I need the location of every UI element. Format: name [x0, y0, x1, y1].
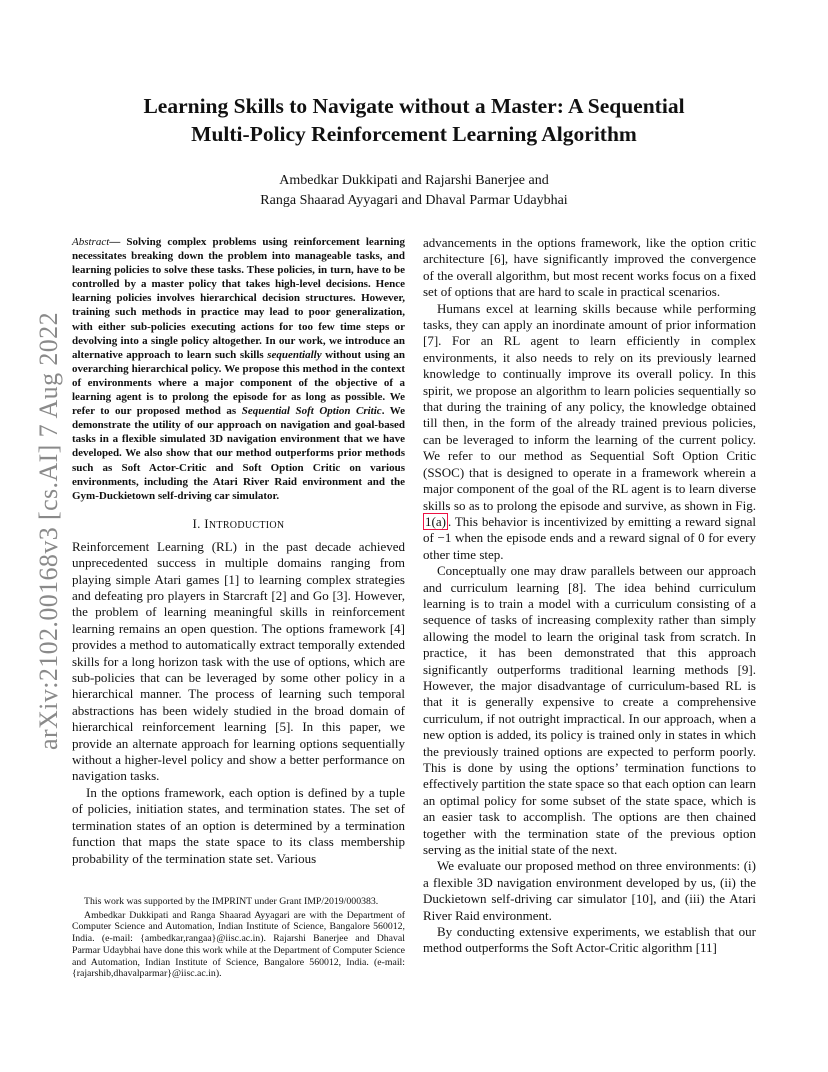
- author-list: [60, 171, 768, 211]
- intro-paragraph-1: Reinforcement Learning (RL) in the past decade achieved unprecedented success in multiple domains ranging from playing simple Atari games [1] to learning complex strategies and defeating pro players in Starcraft [2] and Go [3]. However, the problem of learning meaningful skills in reinforcement learning remains an open question. The options framework [4] provides a method to automatically extract temporally extended skills for a long horizon task with the use of options, which are sub-policies that can be leveraged by some other policy in a hierarchical manner. The process of learning such temporal abstractions has been widely studied in the broad domain of hierarchical reinforcement learning [5]. In this paper, we provide an alternate approach for learning options sequentially without a higher-level policy and show a better performance on navigation tasks.: [72, 538, 405, 784]
- intro-paragraph-2: In the options framework, each option is defined by a tuple of policies, initiation states, and termination states. The set of termination states of an option is determined by a termination function that maps the state space to its class membership probability of the termination state set. Various: [72, 784, 405, 866]
- intro-paragraph-4: Conceptually one may draw parallels between our approach and curriculum learning [8]. The idea behind curriculum learning is to train a model with a curriculum consisting of a sequence of tasks of increasing complexity rather than simply allowing the model to learn the original task from scratch. In practice, it has been demonstrated that this approach significantly outperforms traditional learning methods [9]. However, the major disadvantage of curriculum-based RL is that it is generally expensive to create a comprehensive curriculum, if not outright impractical. In our approach, when a new option is added, its policy is trained only in states in which the previously trained options are expected to perform poorly. This is done by using the options’ termination functions to effectively partition the state space so that each option can learn an optimal policy for some subset of the state space, which is an easier task to accomplish. The options are then chained together with the termination state of the previous option serving as the initial state of the next.: [423, 563, 756, 858]
- footnotes: [72, 896, 405, 982]
- intro-paragraph-2-continued: advancements in the options framework, like the option critic architecture [6], have significantly improved the convergence of the overall algorithm, but most recent works focus on a fixed set of options that are hard to scale in practical scenarios.: [423, 235, 756, 300]
- intro-paragraph-6: By conducting extensive experiments, we establish that our method outperforms the Soft Actor-Critic algorithm [11]: [423, 924, 756, 956]
- abstract: [72, 235, 405, 503]
- abstract-emphasis-2: Sequential Soft Option Critic: [241, 405, 382, 418]
- title-line-1: Learning Skills to Navigate without a Master: A Sequential: [143, 94, 685, 118]
- footnote-affiliations: Ambedkar Dukkipati and Ranga Shaarad Ayyagari are with the Department of Computer Science and Automation, Indian Institute of Science, Bangalore 560012, India. (e-mail: {ambedkar,rangaa}@iisc.ac.in). Rajarshi Banerjee and Dhaval Parmar Udaybhai have done this work while at the Department of Computer Science and Automation, Indian Institute of Science, Bangalore 560012, India. (e-mail: {rajarshib,dhavalparmar}@iisc.ac.in).: [72, 909, 405, 980]
- abstract-text-3: . We demonstrate the utility of our approach on navigation and goal-based tasks in a flexible simulated 3D navigation environment that we have developed. We also show that our method outperforms prior methods such as Soft Actor-Critic and Soft Option Critic on various environments, including the Atari River Raid environment and the Gym-Duckietown self-driving car simulator.: [72, 405, 406, 502]
- introduction-heading: I. INTRODUCTION: [192, 515, 285, 531]
- abstract-text-1: — Solving complex problems using reinforcement learning necessitates breaking down the problem into manageable tasks, and learning policies to solve these tasks. These policies, in turn, have to be controlled by a master policy that takes high-level decisions. Hence learning policies involves hierarchical decision structures. However, training such methods in practice may lead to poor generalization, with either sub-policies executing actions for too few time steps or devolving into a single policy altogether. In our work, we introduce an alternative approach to learn such skills: [72, 236, 405, 361]
- title-line-2: Multi-Policy Reinforcement Learning Algorithm: [191, 122, 637, 146]
- abstract-lead: Abstract: [72, 236, 110, 248]
- authors-line-2: Ranga Shaarad Ayyagari and Dhaval Parmar Udaybhai: [260, 193, 568, 208]
- paper-title: [60, 92, 768, 148]
- intro-paragraph-3: [423, 301, 756, 564]
- left-column: [72, 235, 405, 867]
- paragraph-3-text-b: . This behavior is incentivized by emitting a reward signal of −1 when the episode ends and a reward signal of 0 for every other time step.: [423, 513, 756, 562]
- paragraph-3-text-a: Humans excel at learning skills because while performing tasks, they can apply an inordinate amount of prior information [7]. For an RL agent to learn efficiently in complex environments, it also needs to rely on its previously learned knowledge to continually improve its overall policy. In this spirit, we propose an algorithm to learn policies sequentially so that during the training of any policy, the knowledge obtained till then, in the form of the already trained previous policies, can be leveraged to inform the learning of the current policy. We refer to our method as Sequential Soft Option Critic (SSOC) that is designed to operate in a framework wherein a major component of the goal of the RL agent is to learn diverse skills so as to prolong the episode and survive, as shown in Fig.: [423, 300, 756, 513]
- figure-reference-link[interactable]: 1(a): [425, 513, 446, 529]
- right-column: [423, 235, 756, 957]
- abstract-text-2: without using an overarching hierarchical policy. We propose this method in the context of environments where a major component of the objective of a learning agent is to prolong the episode for as long as possible. We refer to our proposed method as: [72, 348, 405, 418]
- intro-paragraph-5: We evaluate our proposed method on three environments: (i) a flexible 3D navigation environment developed by us, (ii) the Duckietown self-driving car simulator [10], and (iii) the Atari River Raid environment.: [423, 858, 756, 923]
- abstract-emphasis-1: sequentially: [267, 348, 322, 361]
- arxiv-sidebar: [14, 295, 63, 750]
- footnote-funding: This work was supported by the IMPRINT under Grant IMP/2019/000383.: [84, 896, 379, 907]
- authors-line-1: Ambedkar Dukkipati and Rajarshi Banerjee and: [279, 173, 549, 188]
- arxiv-identifier: arXiv:2102.00168v3 [cs.AI] 7 Aug 2022: [34, 312, 63, 750]
